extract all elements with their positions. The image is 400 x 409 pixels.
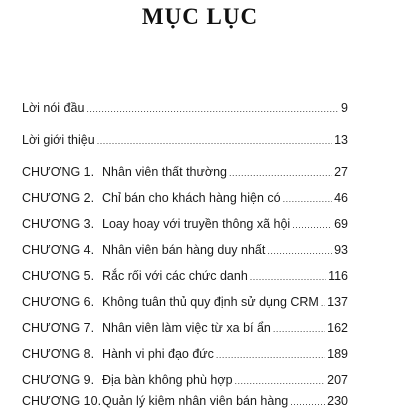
dot-leader: [292, 216, 332, 232]
entry-name: Lời nói đầu: [22, 101, 85, 115]
toc-entry-chapter-3: [22, 216, 348, 232]
dot-leader: [97, 132, 332, 148]
entry-name: Không tuân thủ quy định sử dụng CRM: [102, 295, 319, 309]
toc-entry-preface: [22, 100, 348, 116]
toc-entry-chapter-1: [22, 164, 348, 180]
dot-leader: [290, 393, 325, 409]
chapter-number: CHƯƠNG 3.: [22, 217, 95, 231]
chapter-number: CHƯƠNG 1.: [22, 165, 95, 179]
chapter-number: CHƯƠNG 8.: [22, 347, 95, 361]
entry-page: 137: [327, 295, 348, 309]
entry-name: Chỉ bán cho khách hàng hiện có: [102, 191, 281, 205]
entry-page: 46: [334, 191, 348, 205]
entry-page: 207: [327, 373, 348, 387]
toc-entry-chapter-10: [22, 393, 348, 409]
dot-leader: [216, 346, 325, 362]
chapter-number: CHƯƠNG 9.: [22, 373, 95, 387]
dot-leader: [267, 242, 332, 258]
entry-name: Nhân viên thất thường: [102, 165, 227, 179]
toc-entry-chapter-8: [22, 346, 348, 362]
dot-leader: [229, 164, 332, 180]
page-title: MỤC LỤC: [141, 4, 259, 29]
chapter-number: CHƯƠNG 6.: [22, 295, 95, 309]
toc-entry-chapter-5: [22, 268, 348, 284]
entry-name: Nhân viên bán hàng duy nhất: [102, 243, 266, 257]
entry-name: Nhân viên làm việc từ xa bí ẩn: [102, 321, 271, 335]
chapter-number: CHƯƠNG 7.: [22, 321, 95, 335]
entry-page: 189: [327, 347, 348, 361]
entry-page: 116: [328, 269, 348, 283]
chapter-number: CHƯƠNG 2.: [22, 191, 95, 205]
chapter-number: CHƯƠNG 4.: [22, 243, 95, 257]
toc-entry-introduction: [22, 132, 348, 148]
toc-entry-chapter-2: [22, 190, 348, 206]
toc-entry-chapter-4: [22, 242, 348, 258]
entry-page: 9: [341, 101, 348, 115]
dot-leader: [86, 100, 339, 116]
entry-name: Lời giới thiệu: [22, 133, 95, 147]
chapter-number: CHƯƠNG 10.: [22, 394, 102, 408]
dot-leader: [283, 190, 332, 206]
entry-page: 13: [334, 133, 348, 147]
dot-leader: [250, 268, 326, 284]
dot-leader: [273, 320, 325, 336]
toc-entry-chapter-7: [22, 320, 348, 336]
entry-page: 162: [327, 321, 348, 335]
entry-name: Hành vi phi đạo đức: [102, 347, 214, 361]
entry-name: Địa bàn không phù hợp: [102, 373, 233, 387]
toc-entry-chapter-6: [22, 294, 348, 310]
dot-leader: [321, 294, 325, 310]
entry-name: Rắc rối với các chức danh: [102, 269, 248, 283]
entry-page: 230: [327, 394, 348, 408]
entry-page: 93: [334, 243, 348, 257]
toc-entry-chapter-9: [22, 372, 348, 388]
chapter-number: CHƯƠNG 5.: [22, 269, 95, 283]
dot-leader: [235, 372, 326, 388]
entry-page: 69: [334, 217, 348, 231]
entry-name: Loay hoay với truyền thông xã hội: [102, 217, 291, 231]
entry-name: Quản lý kiêm nhân viên bán hàng: [102, 394, 289, 408]
entry-page: 27: [334, 165, 348, 179]
